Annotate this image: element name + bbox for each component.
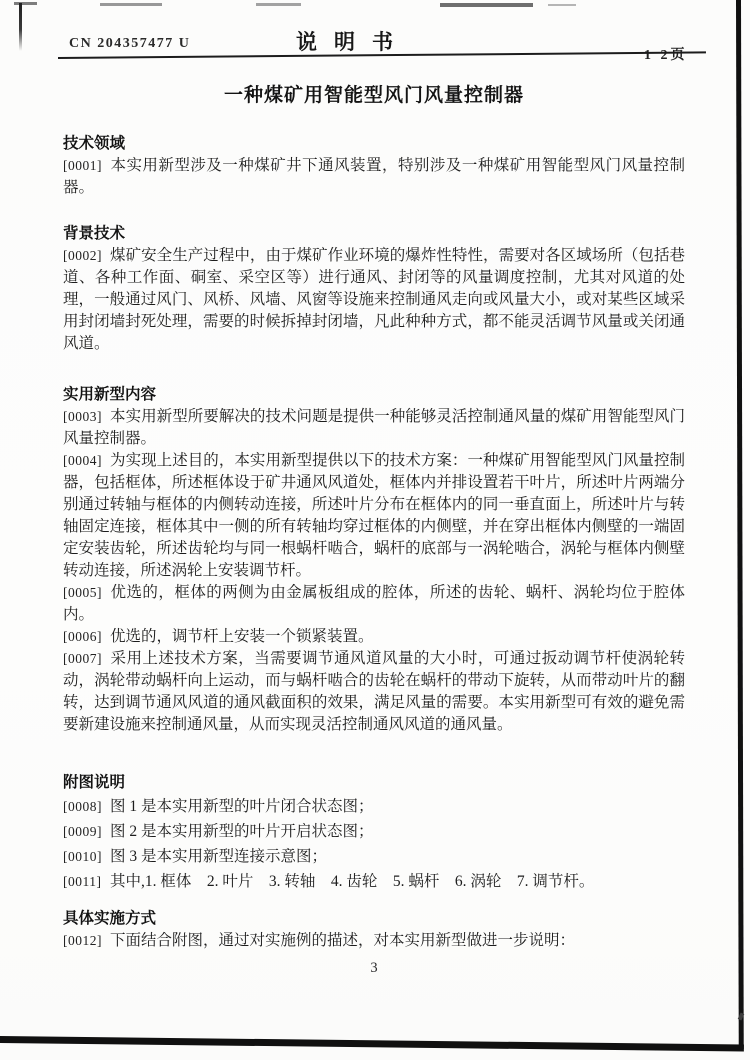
scan-artifact-left-mark — [19, 3, 22, 51]
paragraph-number: [0012] — [63, 933, 102, 948]
paragraph-text: 采用上述技术方案，当需要调节通风道风量的大小时，可通过扳动调节杆使涡轮转动，涡轮带动蜗杆向上运动，而与蜗杆啮合的齿轮在蜗杆的带动下旋转，从而带动叶片的翻转，达到调节通风风道的通风截面积的效果，满足风量的需要。本实用新型可有效的避免需要新建设施来控制通风量，从而实现灵活控制通风风道的通风量。 — [63, 650, 685, 733]
paragraph-number: [0003] — [63, 409, 102, 424]
section-embodiments — [63, 908, 685, 952]
paragraph-number: [0005] — [63, 585, 102, 600]
paragraph-number: [0010] — [63, 849, 102, 864]
section-background — [63, 223, 685, 355]
paragraph-number: [0004] — [63, 453, 102, 468]
section-heading: 技术领域 — [63, 135, 126, 152]
paragraph-0003 — [63, 406, 685, 450]
paragraph-number: [0007] — [63, 651, 102, 666]
scan-artifact-bottom-bar — [0, 1036, 744, 1051]
paragraph-text: 优选的，框体的两侧为由金属板组成的腔体，所述的齿轮、蜗杆、涡轮均位于腔体内。 — [63, 584, 685, 623]
paragraph-text: 图 1 是本实用新型的叶片闭合状态图； — [110, 798, 374, 815]
paragraph-number: [0009] — [63, 824, 102, 839]
paragraph-number: [0002] — [63, 248, 102, 263]
section-technical-field — [63, 133, 685, 199]
scan-artifact-top-dash — [100, 3, 162, 6]
scan-artifact-right-bar — [736, 0, 744, 1049]
paragraph-0011 — [63, 869, 685, 894]
paragraph-number: [0011] — [63, 874, 102, 889]
paragraph-number: [0006] — [63, 629, 102, 644]
paragraph-text: 图 3 是本实用新型连接示意图； — [110, 848, 328, 865]
paragraph-number: [0001] — [63, 158, 102, 173]
paragraph-text: 本实用新型涉及一种煤矿井下通风装置，特别涉及一种煤矿用智能型风门风量控制器。 — [63, 157, 685, 196]
page-number: 3 — [370, 960, 378, 976]
scan-artifact-top-dash — [440, 3, 533, 7]
paragraph-0009 — [63, 819, 685, 844]
paragraph-text: 本实用新型所要解决的技术问题是提供一种能够灵活控制通风量的煤矿用智能型风门风量控制器。 — [63, 408, 685, 447]
scan-artifact-top-dash — [14, 2, 37, 5]
paragraph-text: 其中,1. 框体 2. 叶片 3. 转轴 4. 齿轮 5. 蜗杆 6. 涡轮 7. 调节杆。 — [110, 873, 595, 890]
scan-artifact-top-dash — [548, 4, 576, 6]
document-number: CN 204357477 U — [69, 36, 191, 51]
paragraph-0001 — [63, 155, 685, 199]
paragraph-0008 — [63, 794, 685, 819]
paragraph-0010 — [63, 844, 685, 869]
document-type-heading: 说明书 — [296, 30, 410, 54]
invention-title: 一种煤矿用智能型风门风量控制器 — [223, 85, 524, 106]
paragraph-0007 — [63, 648, 685, 736]
scan-artifact-top-dash — [256, 3, 301, 6]
paragraph-0006 — [63, 626, 685, 648]
document-body — [63, 76, 685, 977]
paragraph-text: 图 2 是本实用新型的叶片开启状态图； — [110, 823, 374, 840]
page-count-label: 1 2页 — [644, 48, 688, 63]
paragraph-text: 优选的，调节杆上安装一个锁紧装置。 — [110, 628, 374, 645]
section-drawings-description — [63, 772, 685, 894]
paragraph-number: [0008] — [63, 799, 102, 814]
paragraph-0004 — [63, 450, 685, 582]
paragraph-0012 — [63, 930, 685, 952]
section-heading: 具体实施方式 — [63, 910, 157, 927]
paragraph-text: 煤矿安全生产过程中，由于煤矿作业环境的爆炸性特性，需要对各区域场所（包括巷道、各种工作面、硐室、采空区等）进行通风、封闭等的风量调度控制，尤其对风道的处理，一般通过风门、风桥、风墙、风窗等设施来控制通风走向或风量大小，或对某些区域采用封闭墙封死处理，需要的时候拆掉封闭墙，凡此种种方式，都不能灵活调节风量或关闭通风道。 — [63, 247, 685, 352]
paragraph-text: 下面结合附图，通过对实施例的描述，对本实用新型做进一步说明： — [110, 932, 576, 949]
paragraph-0005 — [63, 582, 685, 626]
section-heading: 实用新型内容 — [63, 386, 157, 403]
section-heading: 附图说明 — [63, 774, 126, 791]
section-heading: 背景技术 — [63, 225, 126, 242]
paragraph-0002 — [63, 245, 685, 355]
section-utility-model-content — [63, 384, 685, 736]
paragraph-text: 为实现上述目的，本实用新型提供以下的技术方案：一种煤矿用智能型风门风量控制器，包括框体，所述框体设于矿井通风风道处，框体内并排设置若干叶片，所述叶片两端分别通过转轴与框体的内侧转动连接，所述叶片分布在框体内的同一垂直面上，所述叶片与转轴固定连接，框体其中一侧的所有转轴均穿过框体的内侧壁，并在穿出框体内侧壁的一端固定安装齿轮，所述齿轮均与同一根蜗杆啮合，蜗杆的底部与一涡轮啮合，涡轮与框体内侧壁转动连接，所述涡轮上安装调节杆。 — [63, 452, 685, 579]
